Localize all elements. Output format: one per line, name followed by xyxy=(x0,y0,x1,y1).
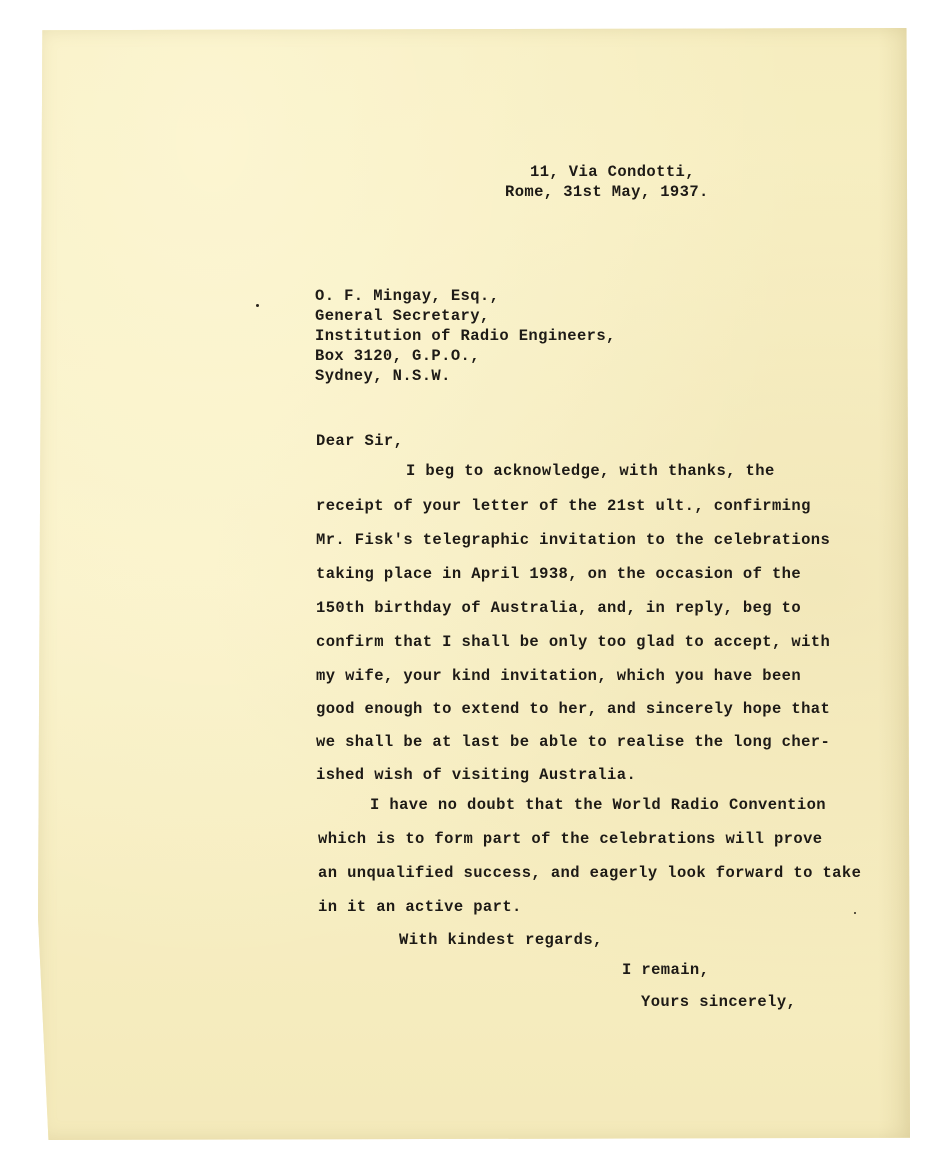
paragraph-2-line: an unqualified success, and eagerly look forward to take xyxy=(318,864,862,882)
recipient-city: Sydney, N.S.W. xyxy=(315,367,451,385)
sender-address-line2: Rome, 31st May, 1937. xyxy=(505,183,709,201)
recipient-organisation: Institution of Radio Engineers, xyxy=(315,327,616,345)
paragraph-1-line: Mr. Fisk's telegraphic invitation to the celebrations xyxy=(316,531,831,549)
salutation: Dear Sir, xyxy=(316,432,404,450)
closing-regards: With kindest regards, xyxy=(399,931,603,949)
letter-paper xyxy=(38,28,910,1140)
recipient-box: Box 3120, G.P.O., xyxy=(315,347,480,365)
paragraph-1-line: my wife, your kind invitation, which you have been xyxy=(316,667,802,685)
closing-remain: I remain, xyxy=(622,961,710,979)
paper-speck xyxy=(256,304,259,307)
paper-edge-shadow xyxy=(878,28,910,1140)
paragraph-1-line: good enough to extend to her, and sincerely hope that xyxy=(316,700,831,718)
recipient-address xyxy=(315,286,616,386)
paragraph-2-line: which is to form part of the celebrations will prove xyxy=(318,830,823,848)
paragraph-1-line: I beg to acknowledge, with thanks, the xyxy=(406,462,775,480)
paper-speck xyxy=(854,912,856,914)
sender-address-line1: 11, Via Condotti, xyxy=(530,163,695,181)
paragraph-1-line: we shall be at last be able to realise the long cher- xyxy=(316,733,831,751)
paragraph-2-line: in it an active part. xyxy=(318,898,522,916)
recipient-title: General Secretary, xyxy=(315,307,490,325)
paragraph-1-line: confirm that I shall be only too glad to accept, with xyxy=(316,633,831,651)
paragraph-1-line: receipt of your letter of the 21st ult., confirming xyxy=(316,497,811,515)
paragraph-1-line: ished wish of visiting Australia. xyxy=(316,766,637,784)
sender-address xyxy=(505,162,709,202)
recipient-name: O. F. Mingay, Esq., xyxy=(315,287,500,305)
paragraph-2-line: I have no doubt that the World Radio Convention xyxy=(370,796,826,814)
paragraph-1-line: taking place in April 1938, on the occasion of the xyxy=(316,565,802,583)
paragraph-1-line: 150th birthday of Australia, and, in reply, beg to xyxy=(316,599,802,617)
closing-signoff: Yours sincerely, xyxy=(641,993,797,1011)
